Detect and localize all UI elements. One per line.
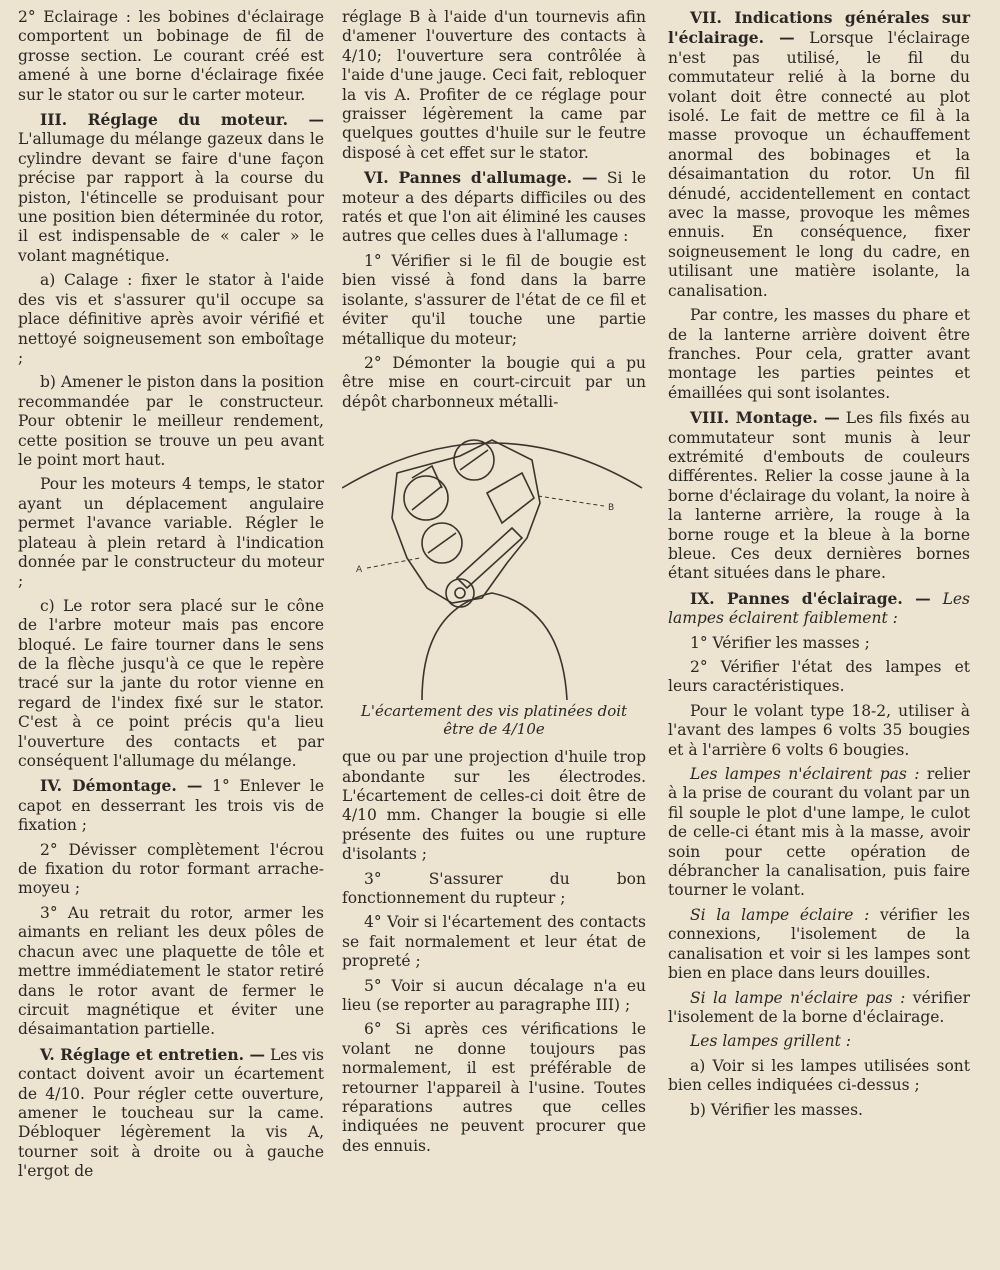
- paragraph: 2° Vérifier l'état des lampes et leurs caractéristiques.: [668, 658, 970, 696]
- figure-caption: L'écartement des vis platinées doit être de 4/10e: [360, 702, 628, 739]
- breaker-arm: [457, 528, 522, 588]
- section-ix: IX. Pannes d'éclairage. — Les lampes éclairent faiblement :: [668, 588, 970, 628]
- section-heading: IX. Pannes d'éclairage. —: [690, 588, 931, 608]
- paragraph: 1° Vérifier les masses ;: [690, 633, 870, 652]
- paragraph: Si la lampe n'éclaire pas : vérifier l'isolement de la borne d'éclairage.: [668, 988, 970, 1026]
- paragraph: 6° Si après ces vérifications le volant ne donne toujours pas normalement, il est préférable de retourner l'appareil à l'usine. Toutes réparations autres que celles indiquées ne peuvent procurer que des ennuis.: [342, 1020, 646, 1155]
- section-vii: VII. Indications générales sur l'éclairage. — Lorsque l'éclairage n'est pas utilisé, le fil du commutateur relié à la borne du volant doit être connecté au plot isolé. Le fait de mettre ce fil à la masse provoque un échauffement anormal des bobinages et la désaimantation du rotor. Un fil dénudé, accidentellement en contact avec la masse, provoque les mêmes ennuis. En conséquence, fixer soigneusement le long du cadre, en utilisant une matière isolante, la canalisation.: [668, 8, 970, 300]
- contact-breaker-illustration: [342, 418, 646, 700]
- paragraph: Pour les moteurs 4 temps, le stator ayant un déplacement angulaire permet l'avance variable. Régler le plateau à plein retard à l'indication donnée par le constructeur du moteur ;: [18, 475, 324, 591]
- paragraph: réglage B à l'aide d'un tournevis afin d'amener l'ouverture des contacts à 4/10; l'ouverture sera contrôlée à l'aide d'une jauge. Ceci fait, rebloquer la vis A. Profiter de ce réglage pour graisser légèrement la came par quelques gouttes d'huile sur le feutre disposé à cet effet sur le stator.: [342, 8, 646, 162]
- label-a: A: [356, 565, 363, 576]
- cam-hub-arc: [422, 593, 567, 700]
- paragraph: Pour le volant type 18-2, utiliser à l'avant des lampes 6 volts 35 bougies et à l'arrière 6 volts 6 bougies.: [668, 701, 970, 759]
- paragraph: c) Le rotor sera placé sur le cône de l'arbre moteur mais pas encore bloqué. Le faire tourner dans le sens de la flèche jusqu'à ce que le repère tracé sur la jante du rotor vienne en regard de l'index fixé sur le stator. C'est à ce point précis qu'a lieu l'ouverture des contacts et par conséquent l'allumage du mélange.: [18, 596, 324, 771]
- section-heading: VII. Indications générales sur l'éclairage. —: [668, 8, 970, 48]
- section-v: V. Réglage et entretien. — Les vis contact doivent avoir un écartement de 4/10. Pour régler cette ouverture, amener le toucheau sur la came. Débloquer légèrement la vis A, tourner soit à droite ou à gauche l'ergot de: [18, 1044, 324, 1181]
- paragraph: a) Calage : fixer le stator à l'aide des vis et s'assurer qu'il occupe sa place définitive après avoir vérifié et nettoyé soigneusement son emboîtage ;: [18, 271, 324, 367]
- section-heading: IV. Démontage. —: [40, 776, 203, 796]
- pivot-icon: [446, 579, 474, 607]
- paragraph: 2° Démonter la bougie qui a pu être mise en court-circuit par un dépôt charbonneux métalli-: [342, 353, 646, 411]
- section-iv: IV. Démontage. — 1° Enlever le capot en desserrant les trois vis de fixation ;: [18, 776, 324, 835]
- paragraph: 3° S'assurer du bon fonctionnement du rupteur ;: [342, 869, 646, 907]
- column-2: [342, 8, 646, 1161]
- paragraph: Les lampes n'éclairent pas : relier à la prise de courant du volant par un fil souple le plot d'une lampe, le culot de celle-ci étant mis à la masse, avoir soin pour cette opération de débrancher la canalisation, puis faire tourner le volant.: [668, 765, 970, 900]
- paragraph: b) Vérifier les masses.: [690, 1100, 863, 1119]
- column-1: [18, 8, 324, 1187]
- stator-plate: [392, 440, 540, 603]
- paragraph: 2° Dévisser complètement l'écrou de fixation du rotor formant arrache-moyeu ;: [18, 840, 324, 898]
- paragraph: 4° Voir si l'écartement des contacts se fait normalement et leur état de propreté ;: [342, 913, 646, 971]
- paragraph: 1° Vérifier si le fil de bougie est bien vissé à fond dans la barre isolante, s'assurer de l'état de ce fil et éviter qu'il touche une partie métallique du moteur;: [342, 251, 646, 348]
- section-heading: V. Réglage et entretien. —: [40, 1044, 265, 1064]
- section-heading: VI. Pannes d'allumage. —: [364, 168, 598, 188]
- column-3: [668, 8, 970, 1125]
- paragraph: 5° Voir si aucun décalage n'a eu lieu (se reporter au paragraphe III) ;: [342, 976, 646, 1014]
- leader-line-b: [538, 496, 604, 506]
- label-b: B: [608, 503, 615, 514]
- paragraph: que ou par une projection d'huile trop abondante sur les électrodes. L'écartement de celles-ci doit être de 4/10 mm. Changer la bougie si elle présente des fuites ou une rupture d'isolants ;: [342, 748, 646, 864]
- paragraph: Si la lampe éclaire : vérifier les connexions, l'isolement de la canalisation et voir si les lampes sont bien en place dans leurs douilles.: [668, 905, 970, 983]
- paragraph: Les lampes grillent :: [690, 1032, 851, 1051]
- section-heading: III. Réglage du moteur. —: [40, 110, 324, 130]
- paragraph: Par contre, les masses du phare et de la lanterne arrière doivent être franches. Pour cela, gratter avant montage les parties peintes et émaillées qui sont isolantes.: [668, 306, 970, 402]
- paragraph: b) Amener le piston dans la position recommandée par le constructeur. Pour obtenir le meilleur rendement, cette position se trouve un peu avant le point mort haut.: [18, 373, 324, 469]
- paragraph: 3° Au retrait du rotor, armer les aimants en reliant les deux pôles de chacun avec une plaquette de tôle et mettre immédiatement le stator retiré dans le rotor avant de fermer le circuit magnétique et éviter une désaimantation partielle.: [18, 903, 324, 1039]
- paragraph: a) Voir si les lampes utilisées sont bien celles indiquées ci-dessus ;: [668, 1056, 970, 1095]
- paragraph: 2° Eclairage : les bobines d'éclairage comportent un bobinage de fil de grosse section. Le courant créé est amené à une borne d'éclairage fixée sur le stator ou sur le carter moteur.: [18, 8, 324, 104]
- section-vi: VI. Pannes d'allumage. — Si le moteur a des départs difficiles ou des ratés et que l'on ait éliminé les causes autres que celles dues à l'allumage :: [342, 168, 647, 246]
- contact-breaker-figure: [342, 418, 646, 738]
- section-iii: III. Réglage du moteur. — L'allumage du mélange gazeux dans le cylindre devant se faire d'une façon précise par rapport à la course du piston, l'étincelle se produisant pour une position bien déterminée du rotor, il est indispensable de « caler » le volant magnétique.: [18, 110, 324, 265]
- section-viii: VIII. Montage. — Les fils fixés au commutateur sont munis à leur extrémité d'embouts de couleurs différentes. Relier la cosse jaune à la borne d'éclairage du volant, la noire à la lanterne arrière, la rouge à la borne rouge et la bleue à la borne bleue. Ces deux dernières bornes étant situées dans le phare.: [668, 408, 970, 583]
- section-heading: VIII. Montage. —: [690, 408, 840, 428]
- breaker-spring: [487, 473, 534, 523]
